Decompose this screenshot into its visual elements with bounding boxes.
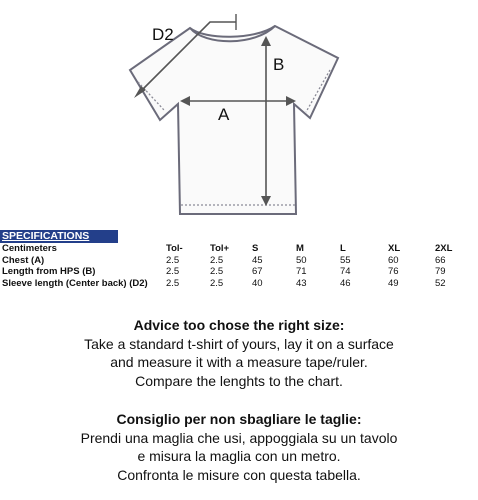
tshirt-outline [130,26,338,214]
table-row [2,266,472,278]
column-header: Tol- [166,243,183,254]
advice-italian [0,410,478,484]
column-header: Tol+ [210,243,230,254]
column-header: 2XL [435,243,453,254]
tshirt-measurement-diagram [0,0,478,222]
table-cell: 2.5 [166,254,180,266]
advice-line: Take a standard t-shirt of yours, lay it on a surface [84,335,394,352]
label-d2: D2 [152,25,174,44]
table-cell: 43 [296,277,307,289]
table-cell: 2.5 [210,277,224,289]
column-header: S [252,243,259,254]
table-header-row [2,243,472,255]
table-cell: 74 [340,266,351,277]
table-cell: 76 [388,266,399,277]
table-row [2,255,472,267]
consiglio-heading: Consiglio per non sbagliare le taglie: [116,411,362,427]
size-chart-table [2,243,472,289]
label-b: B [273,55,285,74]
table-row [2,278,472,290]
table-cell: 2.5 [166,277,180,289]
column-header: M [296,243,304,254]
advice-line: and measure it with a measure tape/ruler. [110,354,368,370]
row-label: Length from HPS (B) [2,266,96,277]
table-cell: 66 [435,254,446,266]
table-cell: 49 [388,277,399,289]
table-cell: 60 [388,254,399,266]
advice-english [0,316,478,390]
column-header: XL [388,243,401,254]
advice-heading: Advice too chose the right size: [133,317,345,333]
table-cell: 79 [435,266,446,277]
advice-line: Compare the lenghts to the chart. [135,372,343,389]
table-cell: 71 [296,266,307,277]
table-cell: 2.5 [210,266,224,277]
column-header: L [340,243,346,254]
consiglio-line: Confronta le misure con questa tabella. [117,466,361,483]
table-cell: 2.5 [210,254,224,266]
row-label: Chest (A) [2,254,45,266]
table-cell: 67 [252,266,263,277]
consiglio-line: Prendi una maglia che usi, appoggiala su un tavolo [80,429,398,446]
row-label: Sleeve length (Center back) (D2) [2,277,148,289]
table-cell: 52 [435,277,446,289]
column-header: Centimeters [2,243,57,254]
consiglio-line: e misura la maglia con un metro. [137,448,341,464]
table-cell: 40 [252,277,263,289]
table-cell: 46 [340,277,351,289]
table-cell: 55 [340,254,351,266]
specifications-title: SPECIFICATIONS [0,230,118,243]
table-cell: 50 [296,254,307,266]
label-a: A [218,105,230,124]
table-cell: 45 [252,254,263,266]
table-cell: 2.5 [166,266,180,277]
